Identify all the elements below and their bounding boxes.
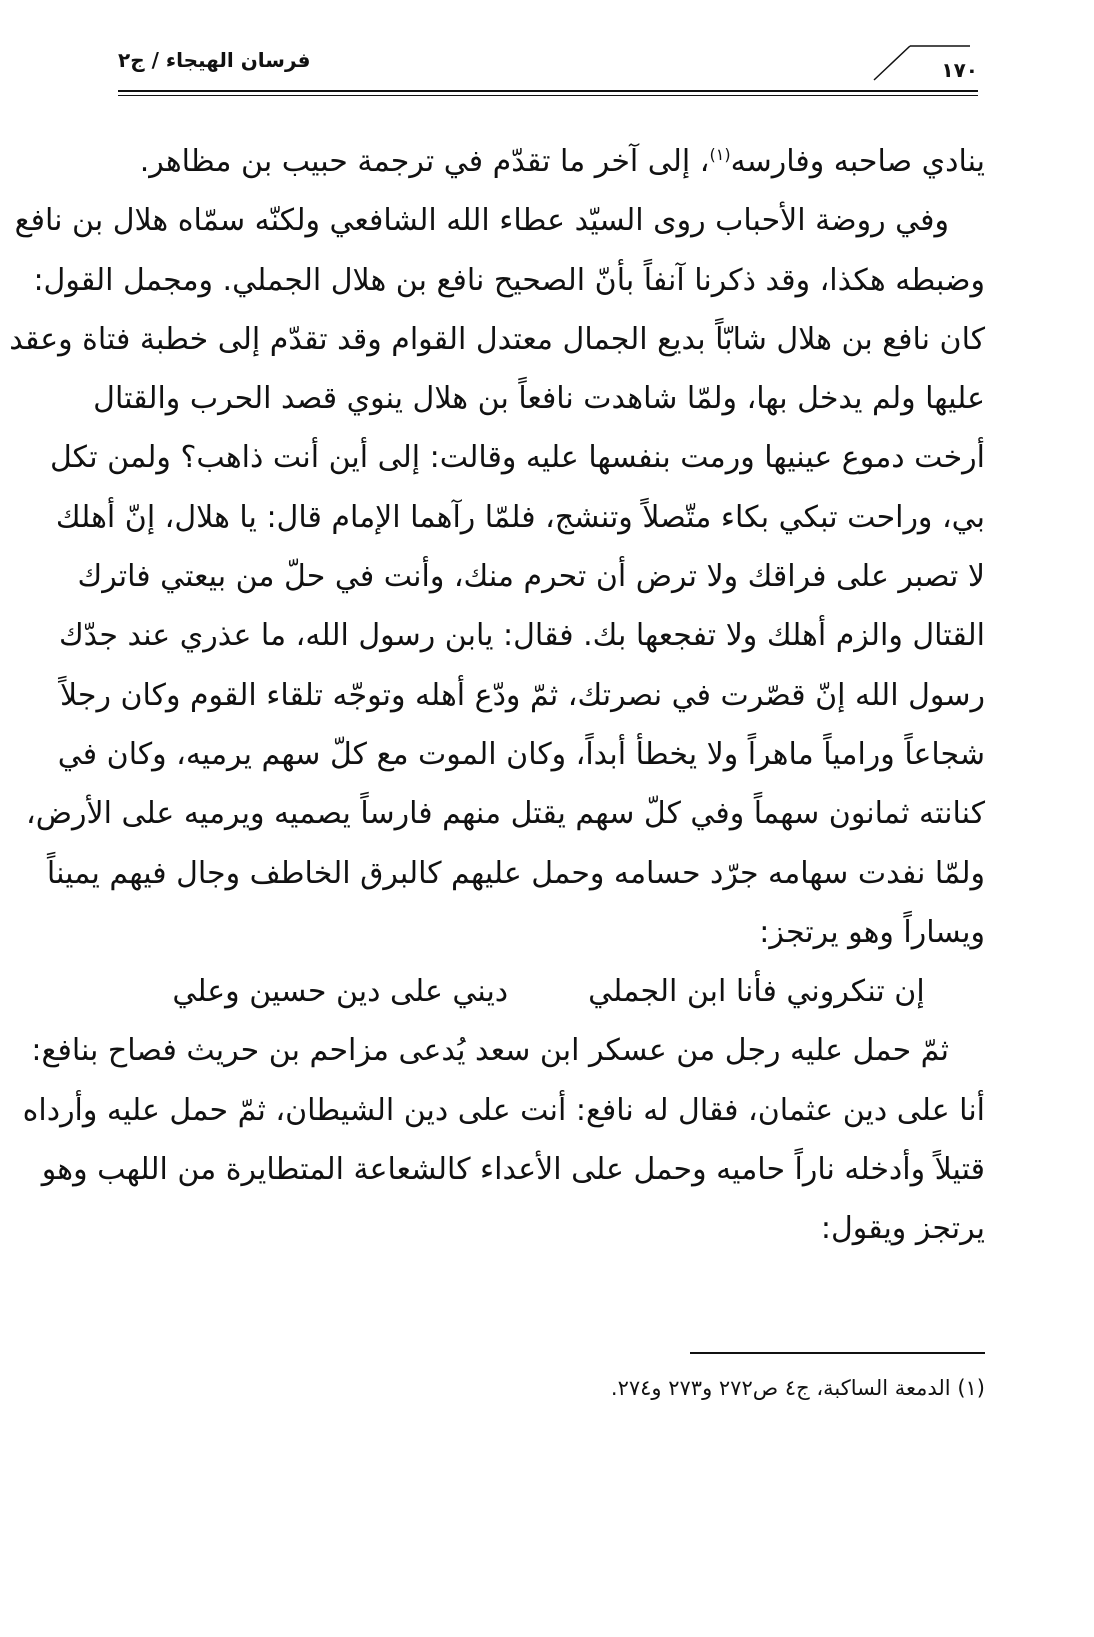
- text-line: القتال والزم أهلك ولا تفجعها بك. فقال: يابن رسول الله، ما عذري عند جدّك: [58, 618, 985, 654]
- text-line: كان نافع بن هلال شابّاً بديع الجمال معتدل القوام وقد تقدّم إلى خطبة فتاة وعقد: [9, 321, 985, 357]
- page-header: [118, 42, 978, 102]
- text-line: بي، وراحت تبكي بكاء متّصلاً وتنشج، فلمّا رآهما الإمام قال: يا هلال، إنّ أهلك: [55, 499, 985, 535]
- text-line: وفي روضة الأحباب روى السيّد عطاء الله الشافعي ولكنّه سمّاه هلال بن نافع: [14, 203, 949, 239]
- text-line: أرخت دموع عينيها ورمت بنفسها عليه وقالت: إلى أين أنت ذاهب؟ ولمن تكل: [49, 440, 985, 476]
- text-segment: ينادي صاحبه وفارسه: [730, 144, 985, 179]
- text-line: أنا على دين عثمان، فقال له نافع: أنت على دين الشيطان، ثمّ حمل عليه وأرداه: [22, 1092, 985, 1128]
- text-line: ثمّ حمل عليه رجل من عسكر ابن سعد يُدعى مزاحم بن حريث فصاح بنافع:: [31, 1033, 949, 1069]
- main-text: [9, 132, 985, 1259]
- page-number: ١٧٠: [941, 58, 978, 82]
- text-line: رسول الله إنّ قصّرت في نصرتك، ثمّ ودّع أهله وتوجّه تلقاء القوم وكان رجلاً: [60, 677, 985, 713]
- text-line: ولمّا نفدت سهامه جرّد حسامه وحمل عليهم كالبرق الخاطف وجال فيهم يميناً: [46, 855, 985, 891]
- footnote: (١) الدمعة الساكبة، ج٤ ص٢٧٢ و٢٧٣ و٢٧٤.: [610, 1376, 985, 1400]
- header-rule-thin: [118, 95, 978, 96]
- footnote-ref[interactable]: (١): [709, 145, 731, 164]
- poem-verse: [112, 962, 985, 1021]
- verse-hemistich-first: إن تنكروني فأنا ابن الجملي: [588, 974, 925, 1010]
- text-line: وضبطه هكذا، وقد ذكرنا آنفاً بأنّ الصحيح نافع بن هلال الجملي. ومجمل القول:: [33, 262, 985, 298]
- verse-hemistich-second: ديني على دين حسين وعلي: [172, 974, 509, 1010]
- text-line: شجاعاً ورامياً ماهراً ولا يخطأ أبداً، وكان الموت مع كلّ سهم يرميه، وكان في: [57, 736, 985, 772]
- text-line: عليها ولم يدخل بها، ولمّا شاهدت نافعاً بن هلال ينوي قصد الحرب والقتال: [93, 381, 985, 417]
- text-line: قتيلاً وأدخله ناراً حاميه وحمل على الأعداء كالشعاعة المتطايرة من اللهب وهو: [41, 1152, 985, 1188]
- text-line: يرتجز ويقول:: [820, 1211, 985, 1247]
- text-segment: ، إلى آخر ما تقدّم في ترجمة حبيب بن مظاهر.: [139, 144, 710, 179]
- text-line: ويساراً وهو يرتجز:: [759, 914, 985, 950]
- text-line: كنانته ثمانون سهماً وفي كلّ سهم يقتل منهم فارساً يصميه ويرميه على الأرض،: [26, 796, 985, 832]
- book-title: فرسان الهيجاء / ج٢: [118, 48, 311, 72]
- header-rule: [118, 90, 978, 92]
- text-line: لا تصبر على فراقك ولا ترض أن تحرم منك، وأنت في حلّ من بيعتي فاترك: [77, 559, 985, 595]
- text-line: [112, 132, 985, 191]
- footnote-separator: [690, 1352, 985, 1354]
